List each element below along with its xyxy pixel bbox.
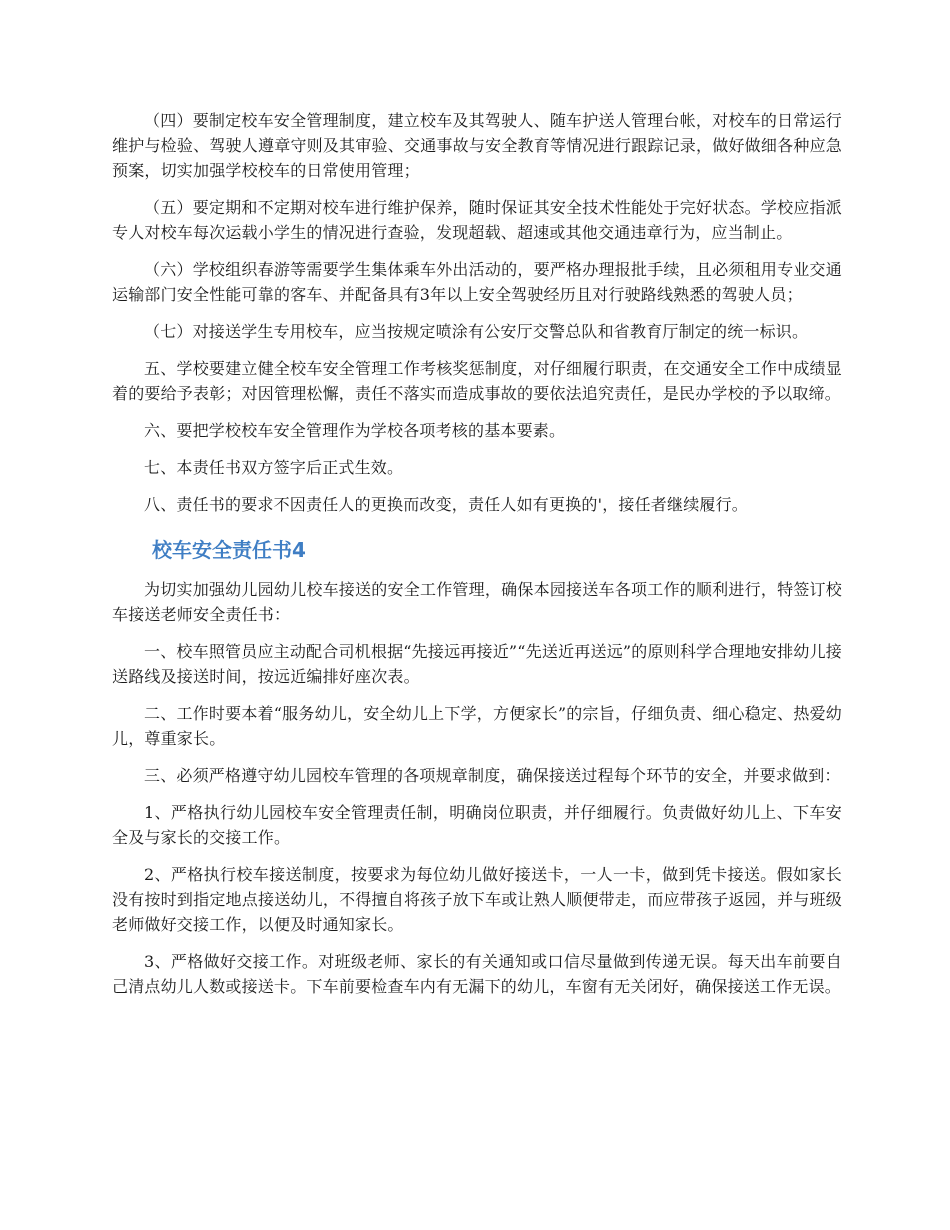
paragraph: 为切实加强幼儿园幼儿校车接送的安全工作管理，确保本园接送车各项工作的顺利进行，特签订校车接送老师安全责任书： bbox=[112, 580, 842, 624]
paragraph: 七、本责任书双方签字后正式生效。 bbox=[144, 458, 404, 477]
paragraph: 2、严格执行校车接送制度，按要求为每位幼儿做好接送卡，一人一卡，做到凭卡接送。假如家长没有按时到指定地点接送幼儿，不得擅自将孩子放下车或让熟人顺便带走，而应带孩子返园，并与班级老师做好交接工作，以便及时通知家长。 bbox=[112, 865, 842, 934]
section-heading: 校车安全责任书4 bbox=[152, 538, 306, 562]
paragraph: 1、严格执行幼儿园校车安全管理责任制，明确岗位职责，并仔细履行。负责做好幼儿上、下车安全及与家长的交接工作。 bbox=[112, 803, 842, 847]
paragraph: （六）学校组织春游等需要学生集体乘车外出活动的，要严格办理报批手续，且必须租用专业交通运输部门安全性能可靠的客车、并配备具有3年以上安全驾驶经历且对行驶路线熟悉的驾驶人员； bbox=[112, 260, 842, 304]
paragraph: 五、学校要建立健全校车安全管理工作考核奖惩制度，对仔细履行职责，在交通安全工作中成绩显着的要给予表彰；对因管理松懈，责任不落实而造成事故的要依法追究责任，是民办学校的予以取缔。 bbox=[112, 359, 842, 403]
paragraph: （七）对接送学生专用校车，应当按规定喷涂有公安厅交警总队和省教育厅制定的统一标识。 bbox=[144, 322, 809, 341]
paragraph: （四）要制定校车安全管理制度，建立校车及其驾驶人、随车护送人管理台帐，对校车的日常运行维护与检验、驾驶人遵章守则及其审验、交通事故与安全教育等情况进行跟踪记录，做好做细各种应急预案，切实加强学校校车的日常使用管理； bbox=[112, 111, 842, 180]
paragraph: 八、责任书的要求不因责任人的更换而改变，责任人如有更换的'，接任者继续履行。 bbox=[144, 495, 748, 514]
paragraph: 二、工作时要本着“服务幼儿，安全幼儿上下学，方便家长”的宗旨，仔细负责、细心稳定、热爱幼儿，尊重家长。 bbox=[112, 704, 842, 748]
paragraph: （五）要定期和不定期对校车进行维护保养，随时保证其安全技术性能处于完好状态。学校应指派专人对校车每次运载小学生的情况进行查验，发现超载、超速或其他交通违章行为，应当制止。 bbox=[112, 198, 842, 242]
paragraph: 一、校车照管员应主动配合司机根据“先接远再接近”“先送近再送远”的原则科学合理地安排幼儿接送路线及接送时间，按远近编排好座次表。 bbox=[112, 642, 842, 686]
document-page bbox=[112, 108, 842, 1011]
paragraph: 六、要把学校校车安全管理作为学校各项考核的基本要素。 bbox=[144, 421, 566, 440]
paragraph: 3、严格做好交接工作。对班级老师、家长的有关通知或口信尽量做到传递无误。每天出车前要自己清点幼儿人数或接送卡。下车前要检查车内有无漏下的幼儿，车窗有无关闭好，确保接送工作无误。 bbox=[112, 952, 842, 996]
paragraph: 三、必须严格遵守幼儿园校车管理的各项规章制度，确保接送过程每个环节的安全，并要求做到： bbox=[144, 766, 841, 785]
